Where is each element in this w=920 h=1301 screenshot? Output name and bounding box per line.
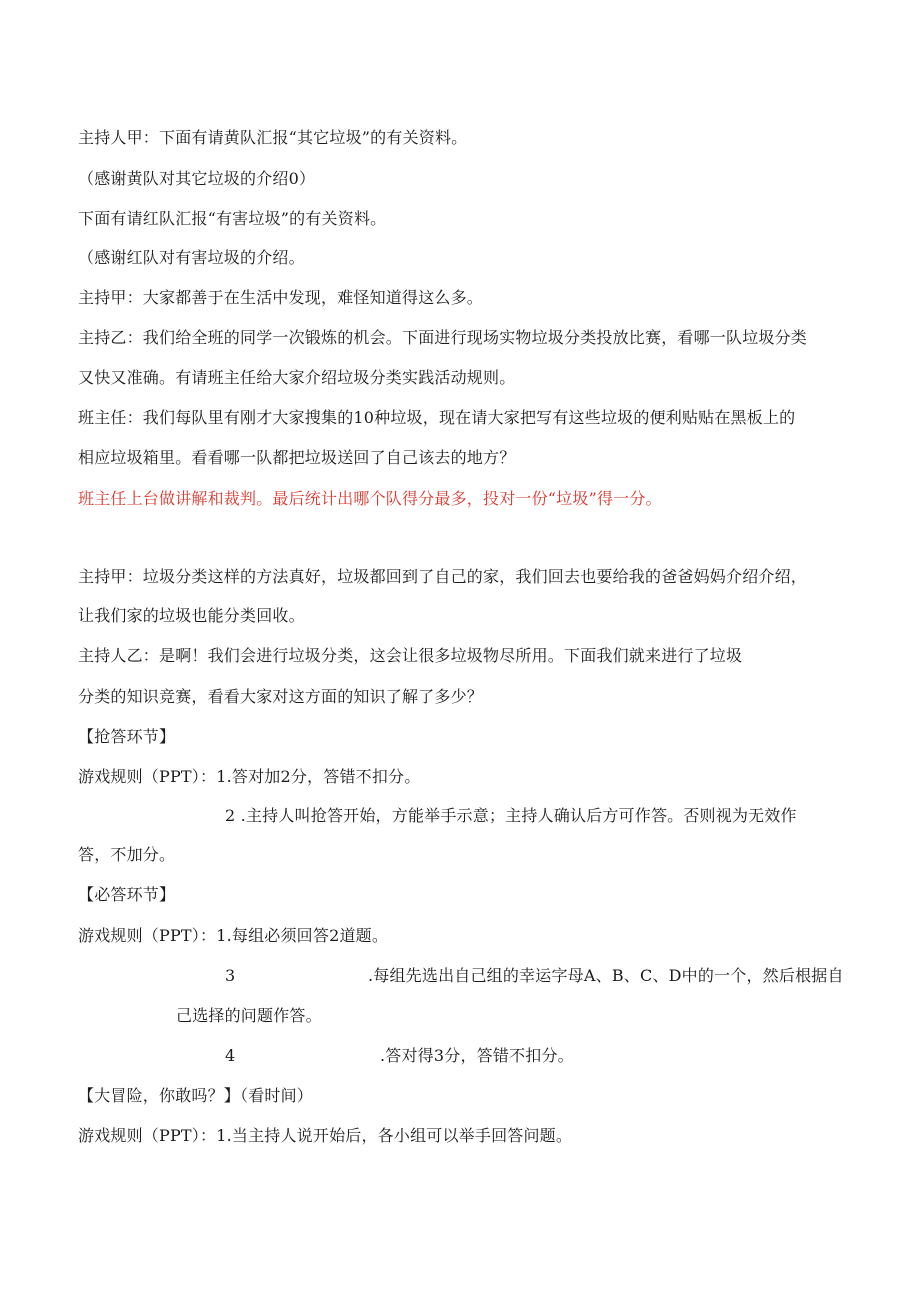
text-line: 让我们家的垃圾也能分类回收。 — [78, 606, 305, 625]
text-line: 主持乙：我们给全班的同学一次锻炼的机会。下面进行现场实物垃圾分类投放比赛，看哪一队垃圾分类 — [78, 328, 808, 347]
text-line: 班主任：我们每队里有刚才大家搜集的10种垃圾，现在请大家把写有这些垃圾的便利贴贴在黑板上的 — [78, 408, 796, 427]
text-line: 主持甲：垃圾分类这样的方法真好，垃圾都回到了自己的家，我们回去也要给我的爸爸妈妈介绍介绍， — [78, 567, 808, 586]
text-line: 游戏规则（PPT）：1.每组必须回答2道题。 — [78, 926, 389, 945]
section-heading: 【抢答环节】 — [78, 727, 176, 746]
section-heading: 【大冒险，你敢吗？】（看时间） — [78, 1086, 314, 1105]
section-heading: 【必答环节】 — [78, 885, 176, 904]
list-number: 3 — [225, 966, 236, 985]
text-line: 己选择的问题作答。 — [176, 1006, 322, 1025]
list-number: 4 — [225, 1046, 236, 1065]
text-line: （感谢黄队对其它垃圾的介绍0） — [78, 169, 316, 188]
text-line: 2 .主持人叫抢答开始，方能举手示意；主持人确认后方可作答。否则视为无效作 — [225, 806, 797, 825]
highlighted-text-line: 班主任上台做讲解和裁判。最后统计出哪个队得分最多，投对一份“垃圾”得一分。 — [78, 489, 662, 508]
text-line: 答，不加分。 — [78, 845, 176, 864]
text-line: 游戏规则（PPT）：1.答对加2分，答错不扣分。 — [78, 767, 421, 786]
text-line: 主持人甲：下面有请黄队汇报“其它垃圾”的有关资料。 — [78, 128, 468, 147]
text-line: 游戏规则（PPT）：1.当主持人说开始后，各小组可以举手回答问题。 — [78, 1126, 573, 1145]
text-line: 分类的知识竞赛，看看大家对这方面的知识了解了多少？ — [78, 687, 484, 706]
text-line: 主持人乙：是啊！我们会进行垃圾分类，这会让很多垃圾物尽所用。下面我们就来进行了垃圾 — [78, 646, 743, 665]
text-line: .答对得3分，答错不扣分。 — [380, 1046, 574, 1065]
text-line: 又快又准确。有请班主任给大家介绍垃圾分类实践活动规则。 — [78, 368, 516, 387]
text-line: .每组先选出自己组的幸运字母A、B、C、D中的一个，然后根据自 — [368, 966, 844, 985]
text-line: 相应垃圾箱里。看看哪一队都把垃圾送回了自己该去的地方？ — [78, 448, 516, 467]
text-line: （感谢红队对有害垃圾的介绍。 — [78, 248, 305, 267]
text-line: 主持甲：大家都善于在生活中发现，难怪知道得这么多。 — [78, 288, 484, 307]
text-line: 下面有请红队汇报“有害垃圾”的有关资料。 — [78, 209, 387, 228]
